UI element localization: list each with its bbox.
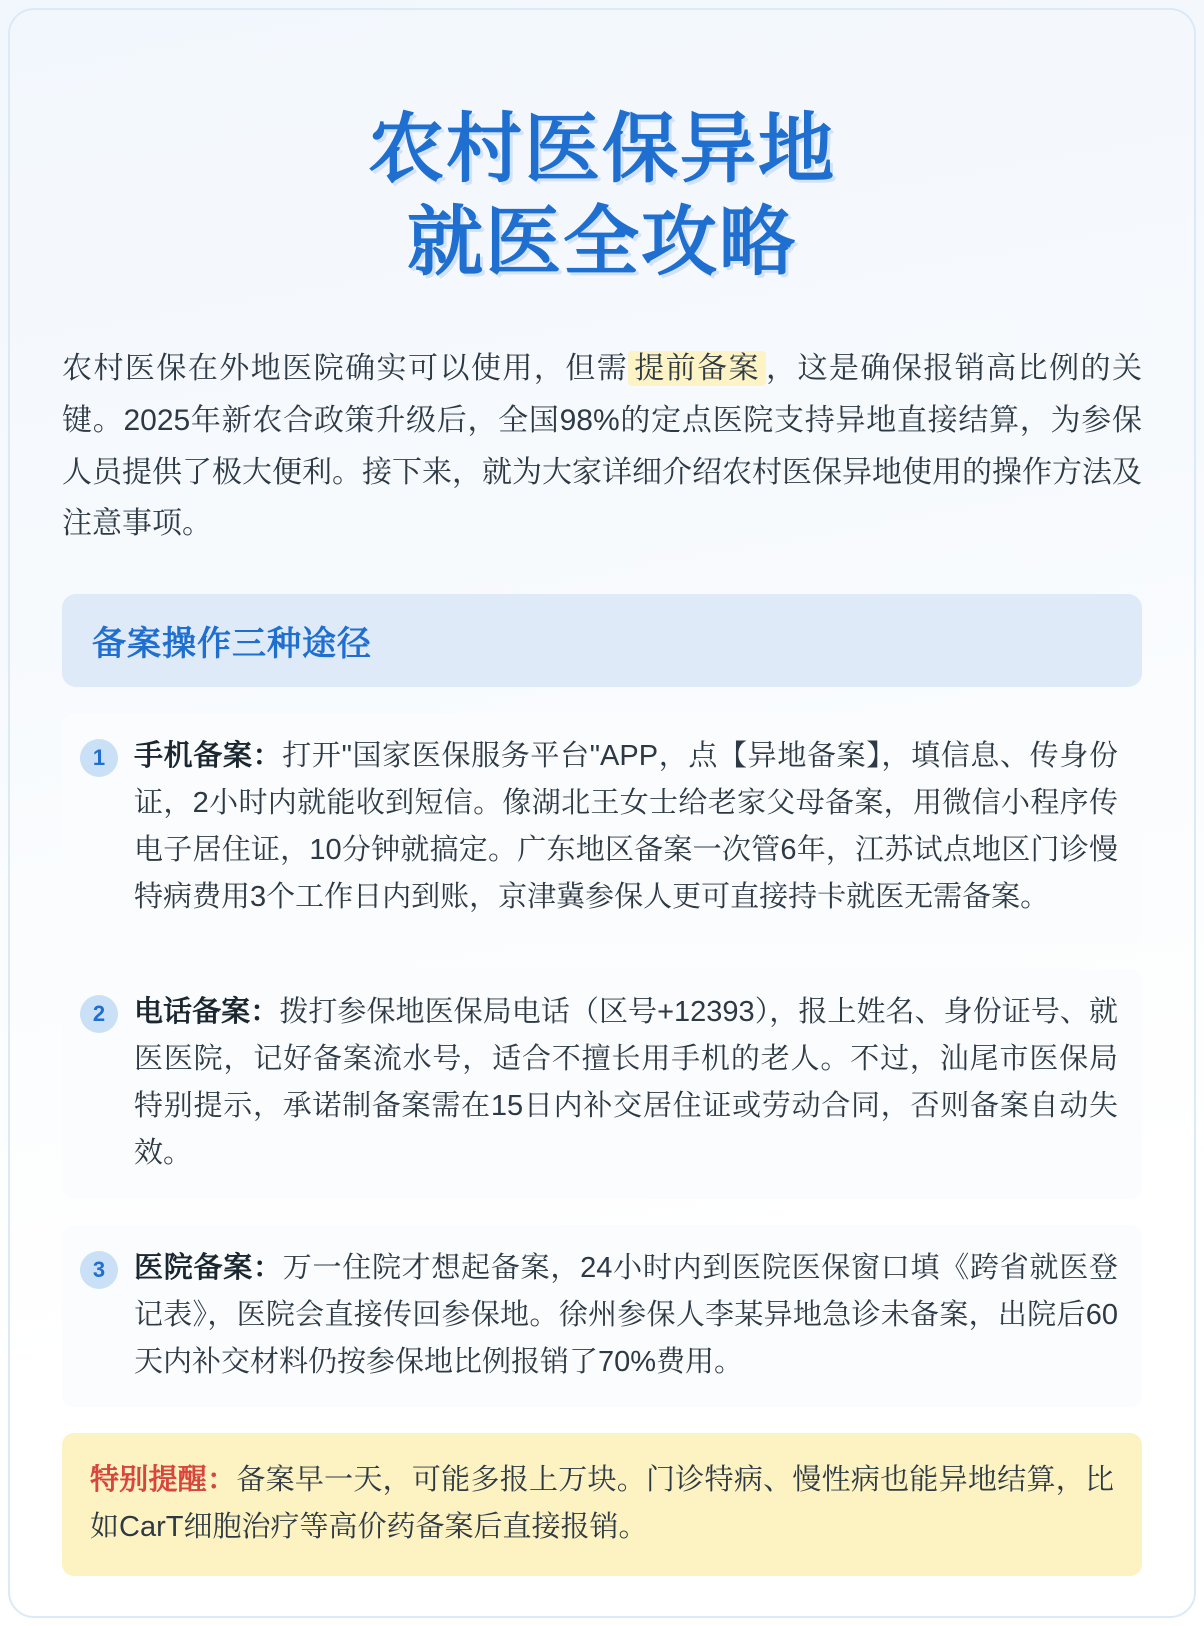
steps-list [62, 713, 1142, 1408]
step-label: 医院备案： [134, 1251, 283, 1284]
list-item [62, 713, 1142, 943]
section-header [62, 594, 1142, 687]
step-body [134, 733, 1118, 921]
page-title-line-2: 就医全攻略 [407, 199, 797, 285]
step-body [134, 989, 1118, 1177]
intro-paragraph [62, 343, 1142, 549]
step-text: 拨打参保地医保局电话（区号+12393），报上姓名、身份证号、就医医院，记好备案流水号，适合不擅长用手机的老人。不过，汕尾市医保局特别提示，承诺制备案需在15日内补交居住证或劳动合同，否则备案自动失效。 [134, 995, 1118, 1169]
step-text: 打开"国家医保服务平台"APP，点【异地备案】，填信息、传身份证，2小时内就能收到短信。像湖北王女士给老家父母备案，用微信小程序传电子居住证，10分钟就搞定。广东地区备案一次管6年，江苏试点地区门诊慢特病费用3个工作日内到账，京津冀参保人更可直接持卡就医无需备案。 [134, 739, 1118, 913]
step-label: 电话备案： [134, 995, 280, 1028]
section-header-label: 备案操作三种途径 [92, 624, 372, 663]
step-number-badge: 3 [80, 1251, 118, 1289]
step-body [134, 1245, 1118, 1386]
step-text: 万一住院才想起备案，24小时内到医院医保窗口填《跨省就医登记表》，医院会直接传回参保地。徐州参保人李某异地急诊未备案，出院后60天内补交材料仍按参保地比例报销了70%费用。 [134, 1251, 1118, 1378]
step-number-badge: 2 [80, 995, 118, 1033]
special-reminder-box [62, 1433, 1142, 1576]
list-item [62, 969, 1142, 1199]
list-item [62, 1225, 1142, 1408]
page-title [62, 104, 1142, 289]
page-title-line-1: 农村医保异地 [368, 107, 836, 192]
step-label: 手机备案： [134, 739, 283, 772]
special-reminder-text: 备案早一天，可能多报上万块。门诊特病、慢性病也能异地结算，比如CarT细胞治疗等高价药备案后直接报销。 [90, 1464, 1114, 1543]
intro-text-after: ，这是确保报销高比例的关键。2025年新农合政策升级后，全国98%的定点医院支持异地直接结算，为参保人员提供了极大便利。接下来，就为大家详细介绍农村医保异地使用的操作方法及注意事项。 [62, 352, 1143, 541]
intro-text-before: 农村医保在外地医院确实可以使用，但需 [62, 352, 629, 386]
intro-highlight: 提前备案 [628, 351, 766, 386]
step-number-badge: 1 [80, 739, 118, 777]
special-reminder-label: 特别提醒： [90, 1464, 237, 1497]
